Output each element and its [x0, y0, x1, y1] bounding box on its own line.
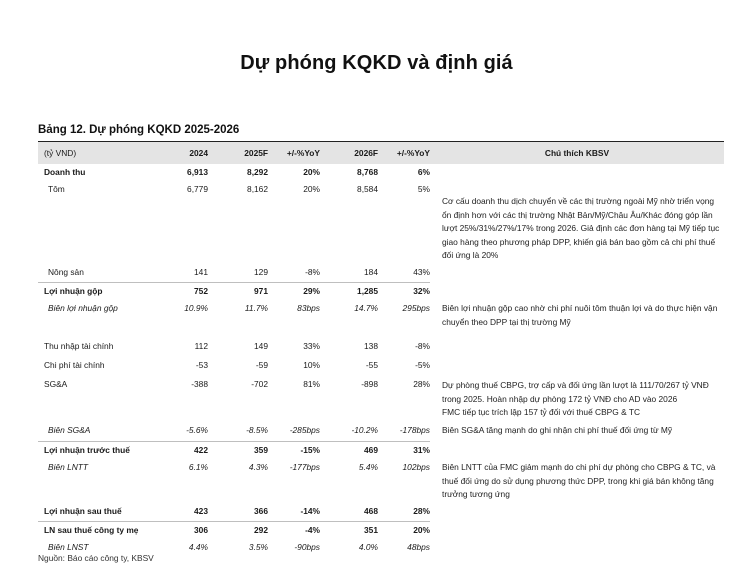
note-gross-margin: Biên lợi nhuận gộp cao nhờ chi phí nuôi tôm thuận lợi và do thực hiện vận chuyển theo DPP tại thị trường Mỹ	[442, 303, 718, 327]
table-row	[38, 264, 724, 282]
cell-yoy-2026: 102bps	[402, 462, 430, 472]
cell-yoy-2025: 81%	[303, 379, 320, 389]
note-cell	[430, 338, 724, 357]
note-cell	[430, 521, 724, 539]
note-sga-fmc: FMC tiếp tục trích lập 157 tỷ đối với thuế CBPG & TC	[442, 407, 641, 417]
row-label: SG&A	[44, 379, 68, 389]
cell-2025f: -8.5%	[246, 425, 268, 435]
row-label: Biên LNST	[48, 542, 89, 552]
table-row	[38, 422, 724, 441]
row-label: Lợi nhuận gộp	[38, 282, 148, 300]
note-pbt-margin: Biên LNTT của FMC giảm mạnh do chi phí dự phòng cho CBPG & TC, và thuế đối ứng do sử dụng phương thức DPP, trong khi giá bán không tăng trưởng tương ứng	[442, 462, 716, 499]
cell-2025f: 129	[254, 267, 268, 277]
cell-yoy-2025: 29%	[268, 282, 320, 300]
table-row	[38, 181, 724, 264]
note-cell	[430, 164, 724, 181]
cell-yoy-2025: -8%	[305, 267, 320, 277]
note-cell	[430, 264, 724, 282]
cell-yoy-2026: 48bps	[407, 542, 430, 552]
row-label: Chi phí tài chính	[44, 360, 105, 370]
cell-yoy-2026: -178bps	[399, 425, 430, 435]
cell-yoy-2025: 83bps	[297, 303, 320, 313]
row-label: LN sau thuế công ty mẹ	[38, 521, 148, 539]
table-row	[38, 441, 724, 459]
note-cell	[430, 441, 724, 459]
row-label: Biên SG&A	[48, 425, 91, 435]
table-caption: Bảng 12. Dự phóng KQKD 2025-2026	[38, 124, 240, 136]
cell-2026f: 5.4%	[358, 462, 378, 472]
cell-2024: 6,779	[187, 184, 208, 194]
cell-yoy-2026: -5%	[415, 360, 430, 370]
note-sga-provisions: Dự phòng thuế CBPG, trợ cấp và đối ứng lần lượt là 111/70/267 tỷ VNĐ trong 2025. Hoàn nhập dự phòng 172 tỷ VNĐ cho AD vào 2026	[442, 380, 709, 404]
cell-yoy-2026: 31%	[378, 441, 430, 459]
cell-yoy-2026: 43%	[413, 267, 430, 277]
cell-yoy-2025: 20%	[303, 167, 320, 177]
row-label: Lợi nhuận sau thuế	[44, 506, 122, 516]
note-cell	[430, 357, 724, 376]
row-label: Lợi nhuận trước thuế	[38, 441, 148, 459]
note-sga	[430, 376, 724, 422]
table-row	[38, 338, 724, 357]
table-header-row	[38, 142, 724, 164]
cell-2026f: 184	[364, 267, 378, 277]
cell-2024: 752	[148, 282, 208, 300]
cell-2026f: 138	[364, 341, 378, 351]
cell-2024: 4.4%	[188, 542, 208, 552]
cell-2025f: 366	[254, 506, 268, 516]
cell-2025f: 971	[208, 282, 268, 300]
table-row	[38, 357, 724, 376]
forecast-table-container	[38, 141, 724, 557]
cell-2026f: 1,285	[320, 282, 378, 300]
note-shrimp: Cơ cấu doanh thu dịch chuyển về các thị trường ngoài Mỹ nhờ triển vọng ổn định hơn với các thị trường Nhật Bản/Mỹ/Châu Âu/Khác đóng góp lần lượt 25%/31%/27%/17% trong 2026. Giả định các đơn hàng tại Mỹ tiếp tục giao hàng theo phương pháp DPP, khiến giá bán bao gồm cả chi phí thuế đối ứng là 20%	[442, 196, 720, 260]
cell-2026f: 351	[320, 521, 378, 539]
cell-2025f: 8,292	[247, 167, 268, 177]
table-row	[38, 459, 724, 503]
cell-2024: -5.6%	[186, 425, 208, 435]
cell-2024: 6,913	[187, 167, 208, 177]
row-label: Nông sản	[48, 267, 84, 277]
row-label: Biên LNTT	[48, 462, 89, 472]
cell-2024: -388	[191, 379, 208, 389]
cell-2025f: 8,162	[247, 184, 268, 194]
cell-2024: 112	[194, 341, 208, 351]
cell-yoy-2026: -8%	[415, 341, 430, 351]
table-row	[38, 376, 724, 422]
cell-2024: -53	[195, 360, 208, 370]
header-2025f: 2025F	[208, 142, 268, 164]
header-yoy-2025: +/-%YoY	[268, 142, 320, 164]
cell-2025f: 3.5%	[248, 542, 268, 552]
cell-2025f: -59	[255, 360, 268, 370]
cell-2026f: 469	[320, 441, 378, 459]
table-row	[38, 164, 724, 181]
cell-2026f: 468	[364, 506, 378, 516]
note-cell	[430, 503, 724, 521]
cell-2026f: -898	[361, 379, 378, 389]
cell-2026f: 8,768	[357, 167, 378, 177]
cell-yoy-2026: 295bps	[402, 303, 430, 313]
table-row	[38, 300, 724, 338]
cell-yoy-2025: -177bps	[289, 462, 320, 472]
cell-yoy-2026: 32%	[378, 282, 430, 300]
cell-2026f: -55	[365, 360, 378, 370]
cell-yoy-2025: 33%	[303, 341, 320, 351]
header-kbsv-notes: Chú thích KBSV	[430, 142, 724, 164]
cell-yoy-2026: 20%	[378, 521, 430, 539]
note-cell	[430, 282, 724, 300]
cell-yoy-2025: -15%	[268, 441, 320, 459]
cell-2025f: 149	[254, 341, 268, 351]
cell-2025f: -702	[251, 379, 268, 389]
cell-yoy-2026: 6%	[417, 167, 430, 177]
header-2026f: 2026F	[320, 142, 378, 164]
cell-2026f: 4.0%	[358, 542, 378, 552]
cell-2025f: 292	[208, 521, 268, 539]
note-sga-margin: Biên SG&A tăng mạnh do ghi nhận chi phí thuế đối ứng từ Mỹ	[442, 425, 673, 435]
cell-yoy-2025: 20%	[303, 184, 320, 194]
header-yoy-2026: +/-%YoY	[378, 142, 430, 164]
cell-yoy-2025: -285bps	[289, 425, 320, 435]
cell-yoy-2025: 10%	[303, 360, 320, 370]
note-cell	[430, 539, 724, 557]
forecast-table	[38, 142, 724, 557]
cell-yoy-2025: -90bps	[294, 542, 320, 552]
table-row	[38, 282, 724, 300]
cell-2024: 306	[148, 521, 208, 539]
cell-yoy-2026: 28%	[413, 379, 430, 389]
header-2024: 2024	[148, 142, 208, 164]
row-label: Biên lợi nhuận gộp	[48, 303, 118, 313]
source-note: Nguồn: Báo cáo công ty, KBSV	[38, 553, 154, 563]
cell-2026f: -10.2%	[351, 425, 378, 435]
cell-yoy-2026: 28%	[413, 506, 430, 516]
cell-yoy-2026: 5%	[417, 184, 430, 194]
cell-2024: 10.9%	[184, 303, 208, 313]
row-label: Thu nhập tài chính	[44, 341, 114, 351]
header-unit: (tỷ VND)	[38, 142, 148, 164]
row-label: Doanh thu	[44, 167, 86, 177]
row-label: Tôm	[48, 184, 65, 194]
cell-2026f: 14.7%	[354, 303, 378, 313]
cell-yoy-2025: -14%	[300, 506, 320, 516]
cell-2024: 423	[194, 506, 208, 516]
table-row	[38, 521, 724, 539]
cell-2026f: 8,584	[357, 184, 378, 194]
table-row	[38, 503, 724, 521]
cell-2024: 6.1%	[188, 462, 208, 472]
cell-2025f: 359	[208, 441, 268, 459]
cell-2024: 141	[194, 267, 208, 277]
cell-yoy-2025: -4%	[268, 521, 320, 539]
cell-2025f: 4.3%	[248, 462, 268, 472]
page-title: Dự phóng KQKD và định giá	[240, 52, 513, 74]
cell-2025f: 11.7%	[244, 303, 268, 313]
cell-2024: 422	[148, 441, 208, 459]
